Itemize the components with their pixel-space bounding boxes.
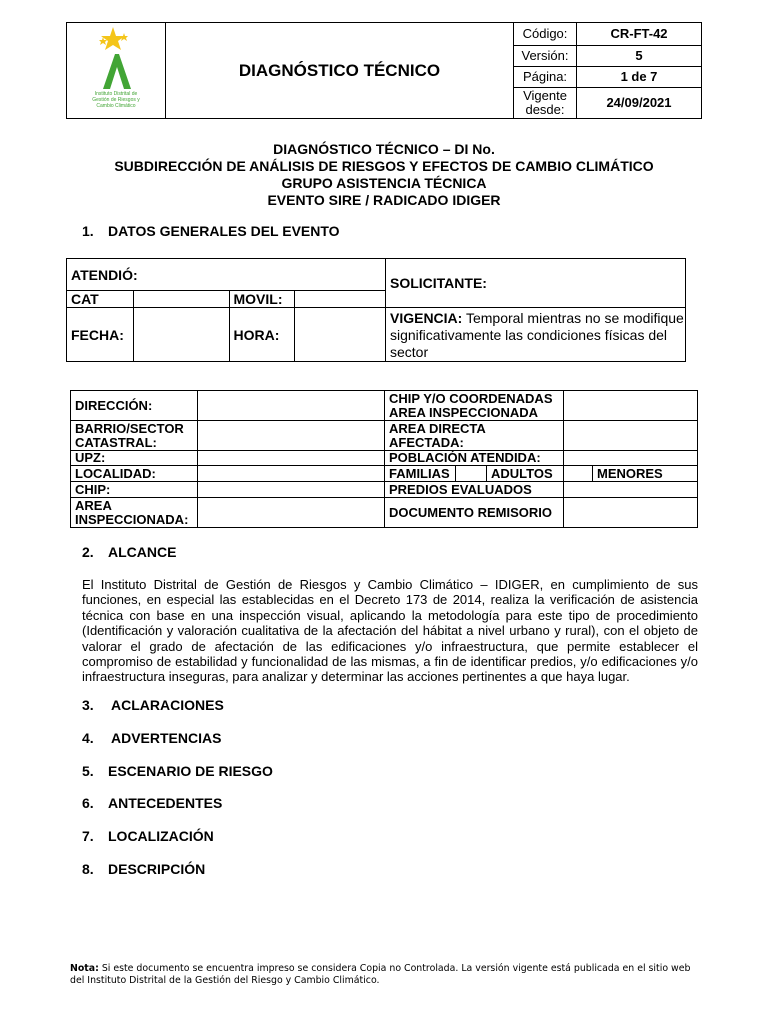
- cat-value[interactable]: [134, 291, 229, 308]
- area-insp-value[interactable]: [198, 498, 385, 528]
- version-value: 5: [577, 45, 702, 66]
- section-heading: 4. ADVERTENCIAS: [82, 730, 222, 746]
- chip-coord-label: CHIP Y/O COORDENADAS AREA INSPECCIONADA: [385, 391, 564, 421]
- section-heading: 1. DATOS GENERALES DEL EVENTO: [82, 223, 340, 239]
- area-directa-label: AREA DIRECTA AFECTADA:: [385, 421, 564, 451]
- movil-label: MOVIL:: [229, 291, 294, 308]
- section-heading: 5. ESCENARIO DE RIESGO: [82, 763, 273, 779]
- upz-label: UPZ:: [71, 451, 198, 466]
- vigente-label: Vigente desde:: [514, 87, 577, 118]
- alcance-paragraph: El Instituto Distrital de Gestión de Riesgos y Cambio Climático – IDIGER, en cumplimiento de sus funciones, en especial las establecidas en el Decreto 173 de 2014, realiza la verificación de asistencia técnica con base en una inspección visual, aplicando la metodología para este tipo de procedimiento (Identificación y valoración cualitativa de la afectación del hábitat a nivel urbano y rural), con el objeto de valorar el grado de afectación de las edificaciones y/o infraestructura, que permite establecer el compromiso de estabilidad y funcionalidad de las mismas, a fin de identificar predios, y/o edificaciones y/o infraestructura inseguras, para analizar y determinar las acciones pertinentes a que haya lugar.: [82, 577, 698, 685]
- chip-label: CHIP:: [71, 482, 198, 498]
- familias-value[interactable]: [456, 466, 487, 482]
- atendio-cell: ATENDIÓ:: [67, 259, 386, 291]
- adultos-label: ADULTOS: [487, 466, 564, 482]
- doc-title: [0, 141, 768, 209]
- direccion-label: DIRECCIÓN:: [71, 391, 198, 421]
- fecha-value[interactable]: [134, 308, 229, 362]
- codigo-label: Código:: [514, 23, 577, 46]
- localidad-label: LOCALIDAD:: [71, 466, 198, 482]
- pagina-value: 1 de 7: [577, 66, 702, 87]
- predios-label: PREDIOS EVALUADOS: [385, 482, 564, 498]
- section-heading: 6. ANTECEDENTES: [82, 795, 223, 811]
- note-label: Nota:: [70, 963, 99, 974]
- codigo-value: CR-FT-42: [577, 23, 702, 46]
- svg-text:Gestión de Riesgos y: Gestión de Riesgos y: [92, 97, 140, 103]
- doc-title-line2: SUBDIRECCIÓN DE ANÁLISIS DE RIESGOS Y EFECTOS DE CAMBIO CLIMÁTICO: [114, 158, 654, 174]
- vigente-value: 24/09/2021: [577, 87, 702, 118]
- documento-value[interactable]: [564, 498, 698, 528]
- familias-label: FAMILIAS: [385, 466, 456, 482]
- localidad-value[interactable]: [198, 466, 385, 482]
- idiger-logo-icon: [67, 23, 165, 113]
- fecha-label: FECHA:: [67, 308, 134, 362]
- section-heading: 2. ALCANCE: [82, 544, 177, 560]
- predios-value[interactable]: [564, 482, 698, 498]
- area-directa-value[interactable]: [564, 421, 698, 451]
- svg-text:Instituto Distrital de: Instituto Distrital de: [94, 91, 138, 97]
- section-heading: 7. LOCALIZACIÓN: [82, 828, 214, 844]
- menores-cell: MENORES: [593, 466, 698, 482]
- poblacion-value[interactable]: [564, 451, 698, 466]
- section-heading: 8. DESCRIPCIÓN: [82, 861, 206, 877]
- movil-value[interactable]: [294, 291, 385, 308]
- logo-cell: [67, 23, 166, 119]
- note-text: Si este documento se encuentra impreso se considera Copia no Controlada. La versión vigente está publicada en el sitio web del Instituto Distrital de la Gestión del Riesgo y Cambio Climático.: [70, 963, 691, 986]
- documento-label: DOCUMENTO REMISORIO: [385, 498, 564, 528]
- footer-note: [70, 963, 700, 987]
- hora-label: HORA:: [229, 308, 294, 362]
- version-label: Versión:: [514, 45, 577, 66]
- barrio-label: BARRIO/SECTOR CATASTRAL:: [71, 421, 198, 451]
- area-insp-label: AREA INSPECCIONADA:: [71, 498, 198, 528]
- direccion-value[interactable]: [198, 391, 385, 421]
- adultos-value[interactable]: [564, 466, 593, 482]
- chip-value[interactable]: [198, 482, 385, 498]
- solicitante-cell: SOLICITANTE:: [385, 259, 685, 308]
- header-title: DIAGNÓSTICO TÉCNICO: [166, 23, 514, 119]
- hora-value[interactable]: [294, 308, 385, 362]
- location-data-table: [70, 390, 698, 528]
- pagina-label: Página:: [514, 66, 577, 87]
- document-header: [66, 22, 702, 119]
- chip-coord-value[interactable]: [564, 391, 698, 421]
- doc-title-line1: DIAGNÓSTICO TÉCNICO – DI No.: [273, 141, 495, 157]
- barrio-value[interactable]: [198, 421, 385, 451]
- doc-title-line3: GRUPO ASISTENCIA TÉCNICA: [281, 175, 487, 191]
- upz-value[interactable]: [198, 451, 385, 466]
- poblacion-label: POBLACIÓN ATENDIDA:: [385, 451, 564, 466]
- section-heading: 3. ACLARACIONES: [82, 697, 224, 713]
- doc-title-line4: EVENTO SIRE / RADICADO IDIGER: [267, 192, 501, 208]
- cat-label: CAT: [67, 291, 134, 308]
- vigencia-cell: VIGENCIA: Temporal mientras no se modifique significativamente las condiciones físicas del sector: [385, 308, 685, 362]
- svg-text:Cambio Climático: Cambio Climático: [96, 103, 136, 109]
- event-data-table: [66, 258, 686, 362]
